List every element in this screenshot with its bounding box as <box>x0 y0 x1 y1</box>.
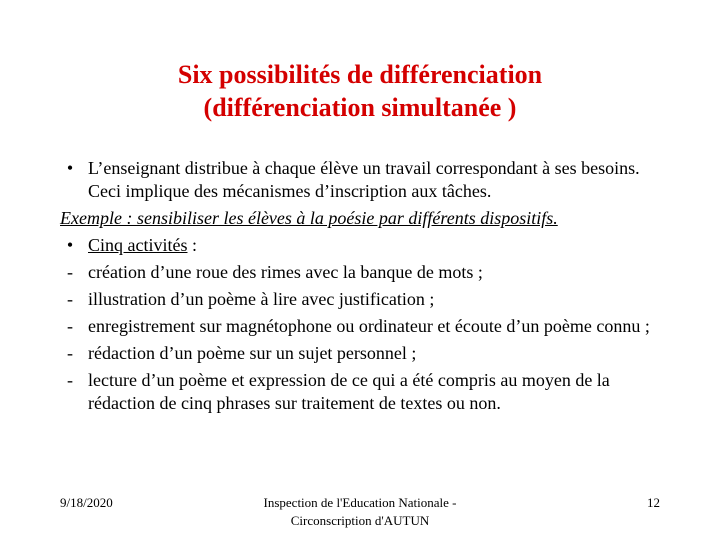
dash-item <box>60 369 660 415</box>
bullet-text: L’enseignant distribue à chaque élève un travail correspondant à ses besoins. Ceci implique des mécanismes d’inscription aux tâches. <box>88 158 640 201</box>
dash-item-text: illustration d’un poème à lire avec justification ; <box>88 289 435 309</box>
footer-organization-line-2: Circonscription d'AUTUN <box>290 513 430 528</box>
dash-marker: - <box>67 370 73 390</box>
bullet-marker: • <box>66 235 74 255</box>
footer-organization-line-1: Inspection de l'Education Nationale - <box>263 495 457 510</box>
title-line-1: Six possibilités de différenciation <box>177 60 543 89</box>
dash-item-text: rédaction d’un poème sur un sujet personnel ; <box>88 343 417 363</box>
bullet-item <box>60 157 660 203</box>
activities-heading-suffix: : <box>187 235 197 255</box>
dash-item <box>60 261 660 284</box>
activities-heading: Cinq activités <box>88 235 188 255</box>
dash-marker: - <box>67 289 73 309</box>
dash-marker: - <box>67 343 73 363</box>
example-line: Exemple : sensibiliser les élèves à la poésie par différents dispositifs. <box>60 208 558 228</box>
page-number: 12 <box>647 495 660 510</box>
slide-body <box>60 157 660 419</box>
dash-item-text: enregistrement sur magnétophone ou ordinateur et écoute d’un poème connu ; <box>88 316 650 336</box>
dash-marker: - <box>67 262 73 282</box>
footer-organization <box>240 494 480 530</box>
dash-item <box>60 288 660 311</box>
slide-title <box>60 58 660 124</box>
dash-item <box>60 315 660 338</box>
dash-item <box>60 342 660 365</box>
bullet-marker: • <box>66 158 74 178</box>
dash-item-text: lecture d’un poème et expression de ce qui a été compris au moyen de la rédaction de cinq phrases sur traitement de textes ou non. <box>88 370 610 413</box>
bullet-item <box>60 234 660 257</box>
footer-date: 9/18/2020 <box>60 495 113 510</box>
dash-item-text: création d’une roue des rimes avec la banque de mots ; <box>88 262 483 282</box>
dash-marker: - <box>67 316 73 336</box>
title-line-2: (différenciation simultanée ) <box>203 93 517 122</box>
